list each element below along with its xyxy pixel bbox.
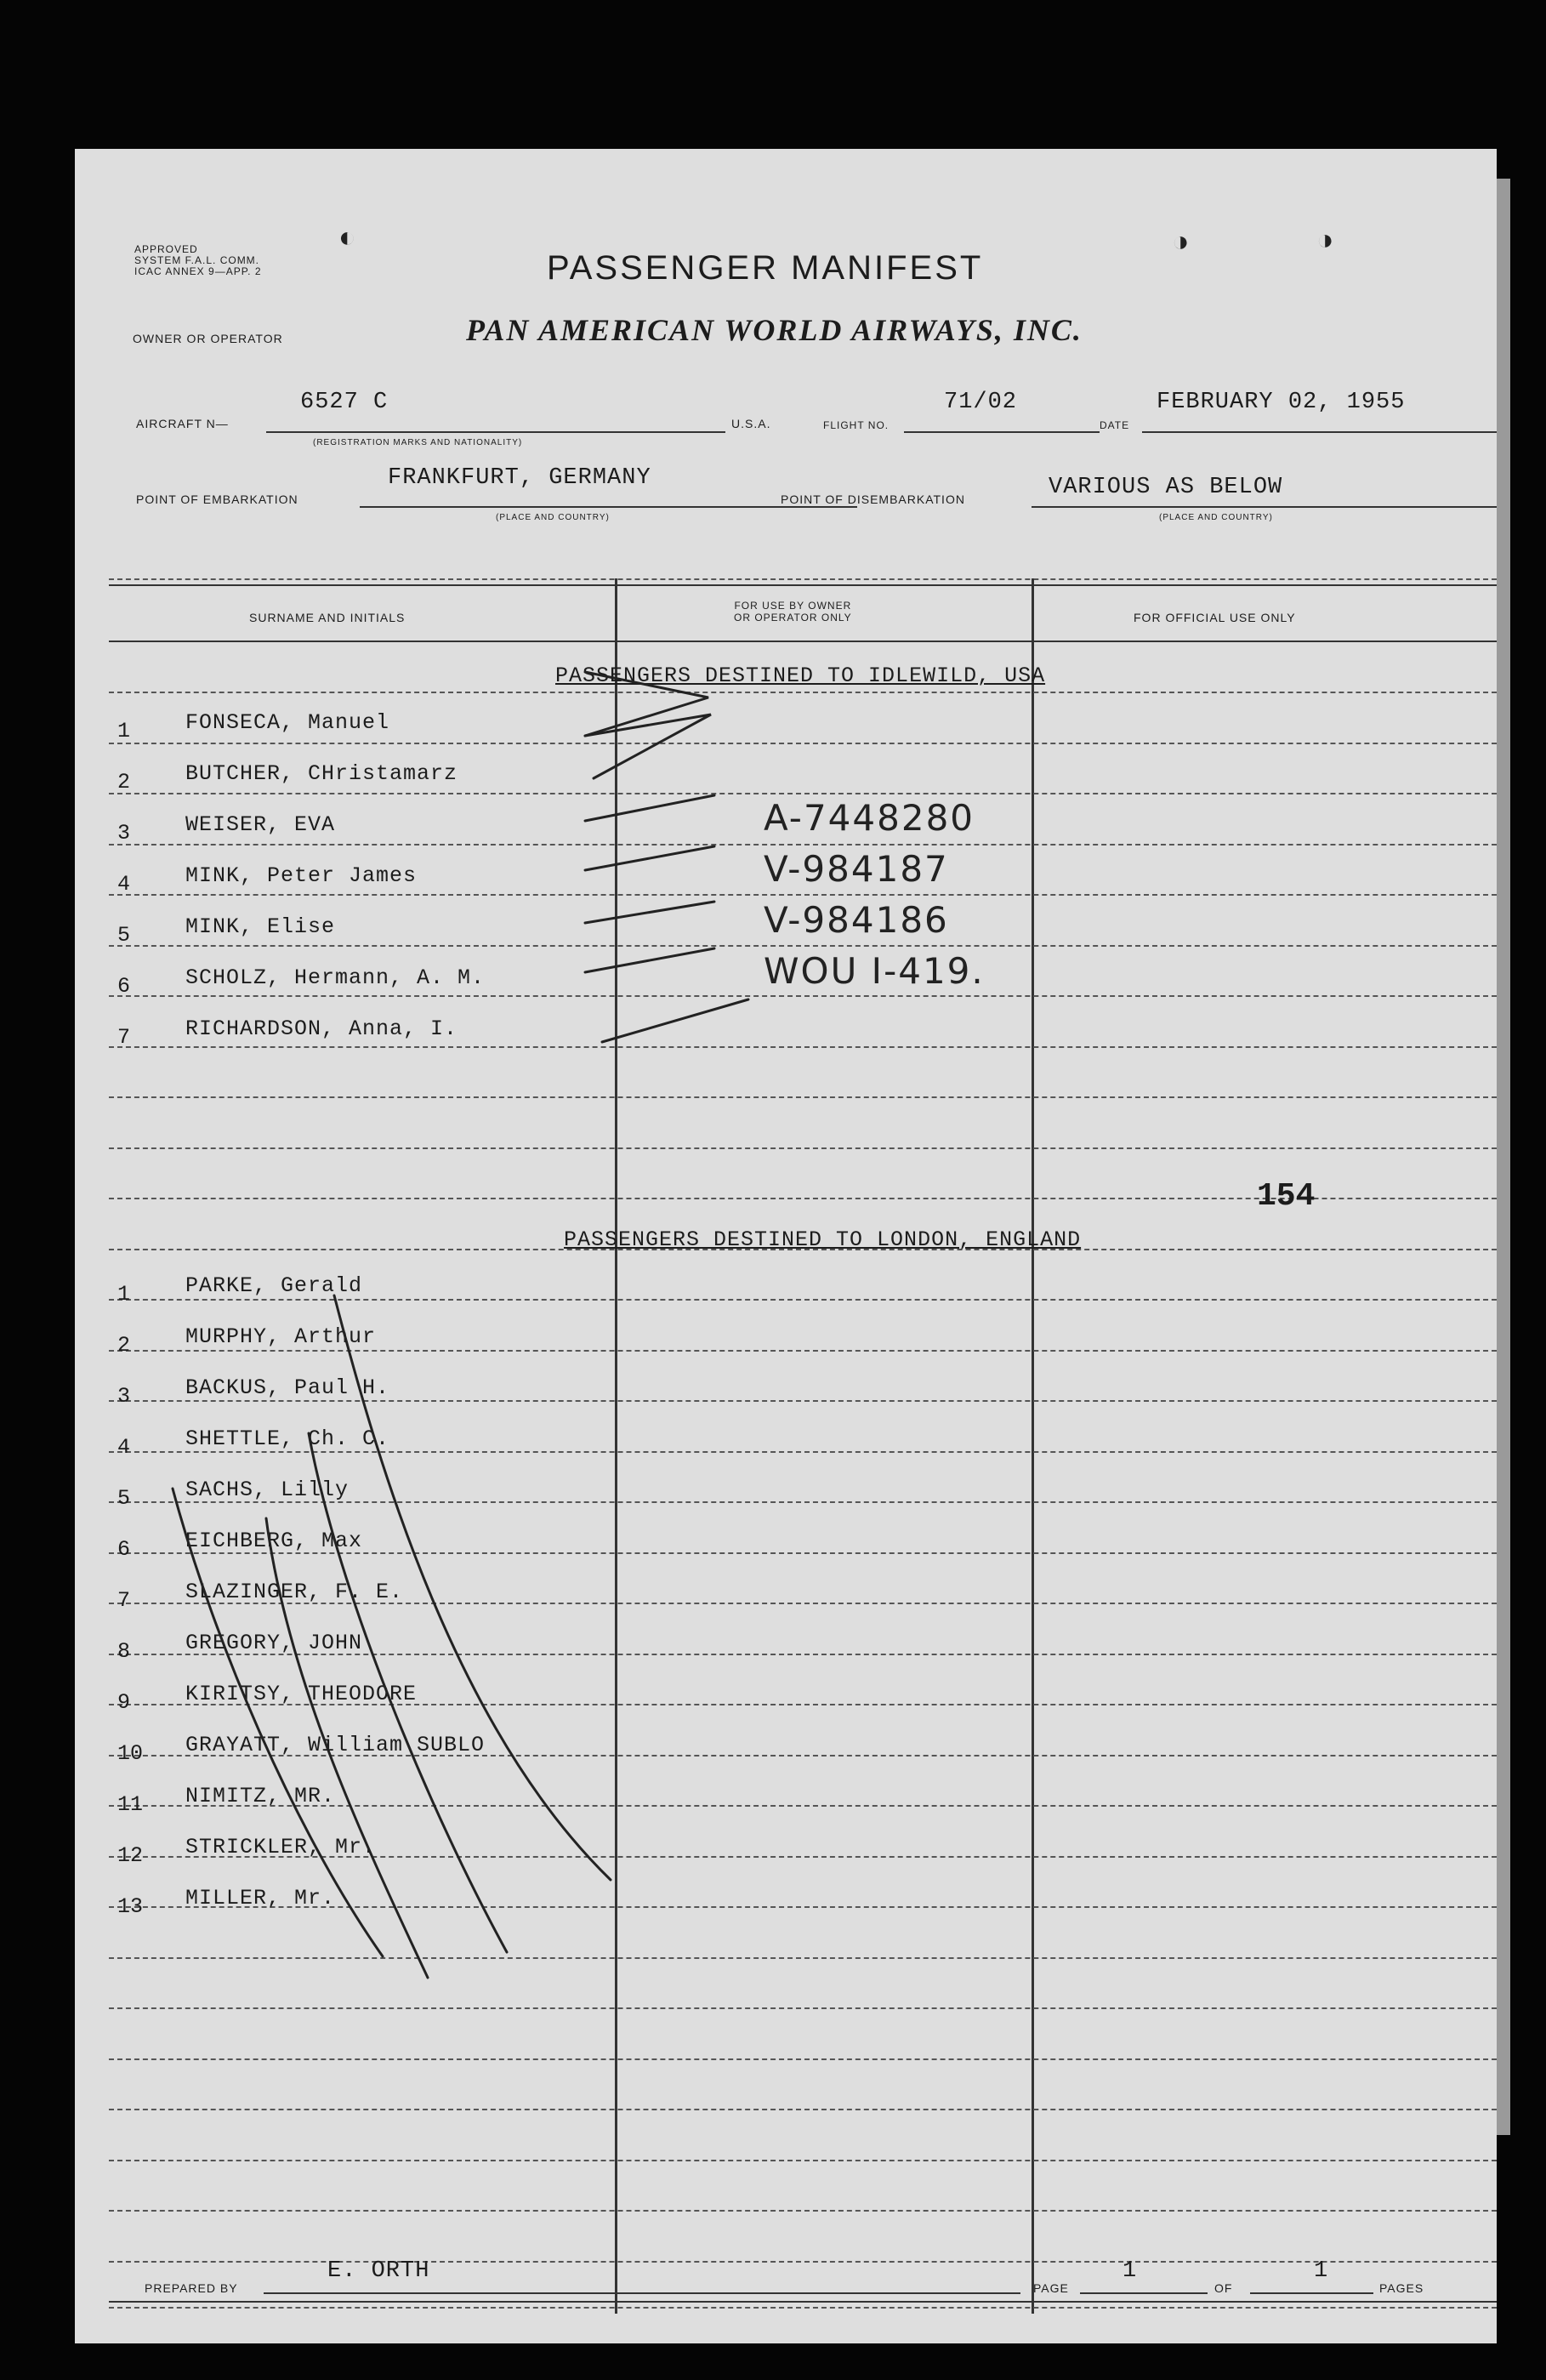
paper-edge (1497, 179, 1510, 2135)
page-label: PAGE (1033, 2281, 1069, 2295)
passenger-name: WEISER, EVA (185, 812, 336, 837)
passenger-name: FONSECA, Manuel (185, 710, 390, 735)
ink-smudge-icon: ◐ (338, 221, 356, 253)
column-header-owner-use-line: FOR USE BY OWNER (734, 600, 852, 612)
row-number: 3 (117, 1384, 131, 1409)
row-number: 11 (117, 1792, 144, 1817)
date-rule (1142, 431, 1497, 433)
disembark-caption: (PLACE AND COUNTRY) (1159, 513, 1273, 522)
row-number: 8 (117, 1639, 131, 1664)
airline-name: PAN AMERICAN WORLD AIRWAYS, INC. (466, 313, 1083, 347)
group-heading-idlewild: PASSENGERS DESTINED TO IDLEWILD, USA (555, 663, 1046, 688)
page-title: PASSENGER MANIFEST (547, 249, 984, 287)
passenger-name: SCHOLZ, Hermann, A. M. (185, 965, 486, 990)
aircraft-value: 6527 C (300, 390, 389, 415)
row-rule (109, 844, 1497, 846)
row-rule (109, 1299, 1497, 1301)
usa-label: U.S.A. (731, 417, 771, 430)
table-bottom-rule (109, 2301, 1497, 2303)
row-number: 5 (117, 923, 131, 948)
passenger-name: SLAZINGER, F. E. (185, 1580, 404, 1604)
ink-smudge-icon: ◑ (1172, 225, 1190, 258)
owner-label: OWNER OR OPERATOR (133, 332, 283, 345)
row-number: 6 (117, 974, 131, 999)
row-rule (109, 2109, 1497, 2110)
embark-value: FRANKFURT, GERMANY (388, 465, 651, 491)
passenger-name: NIMITZ, MR. (185, 1784, 336, 1808)
disembark-value: VARIOUS AS BELOW (1049, 475, 1283, 500)
row-number: 5 (117, 1486, 131, 1511)
prepared-label: PREPARED BY (145, 2281, 238, 2295)
approval-line: SYSTEM F.A.L. COMM. (134, 254, 260, 266)
column-header-official: FOR OFFICIAL USE ONLY (1134, 611, 1296, 624)
passenger-name: EICHBERG, Max (185, 1529, 363, 1553)
row-rule (109, 2058, 1497, 2060)
aircraft-label: AIRCRAFT N— (136, 417, 229, 430)
column-header-owner-use (734, 600, 852, 623)
of-rule (1250, 2292, 1373, 2294)
passport-note: A-7448280 (764, 797, 975, 839)
row-rule (109, 2007, 1497, 2009)
row-rule (109, 2210, 1497, 2212)
row-number: 1 (117, 719, 131, 743)
row-number: 10 (117, 1741, 144, 1766)
page-stamp: 154 (1257, 1178, 1316, 1215)
row-number: 6 (117, 1537, 131, 1562)
row-number: 2 (117, 1333, 131, 1358)
passenger-name: PARKE, Gerald (185, 1273, 363, 1298)
of-label: OF (1214, 2281, 1233, 2295)
row-rule (109, 2261, 1497, 2263)
row-number: 13 (117, 1894, 144, 1919)
disembark-label: POINT OF DISEMBARKATION (781, 493, 965, 506)
passenger-name: RICHARDSON, Anna, I. (185, 1016, 458, 1041)
passenger-name: BUTCHER, CHristamarz (185, 761, 458, 786)
row-rule (109, 1451, 1497, 1453)
passenger-name: SACHS, Lilly (185, 1478, 350, 1502)
embark-rule (360, 506, 857, 508)
page-rule (1080, 2292, 1208, 2294)
passport-note: V-984187 (764, 848, 949, 890)
table-bottom-rule (109, 2307, 1497, 2309)
passenger-name: KIRITSY, THEODORE (185, 1682, 418, 1706)
prepared-rule (264, 2292, 1020, 2294)
ink-smudge-icon: ◑ (1316, 224, 1334, 256)
flight-label: FLIGHT NO. (823, 419, 890, 431)
column-header-owner-use-line: OR OPERATOR ONLY (734, 612, 852, 623)
passenger-name: STRICKLER, Mr. (185, 1835, 377, 1859)
aircraft-rule (266, 431, 725, 433)
row-number: 1 (117, 1282, 131, 1307)
row-rule (109, 1400, 1497, 1402)
passenger-name: MINK, Peter James (185, 863, 418, 888)
passport-note: WOU I-419. (764, 950, 985, 992)
embark-caption: (PLACE AND COUNTRY) (496, 513, 610, 522)
registration-caption: (REGISTRATION MARKS AND NATIONALITY) (313, 438, 523, 447)
flight-value: 71/02 (944, 390, 1018, 415)
column-header-surname: SURNAME AND INITIALS (249, 611, 406, 624)
passenger-name: GREGORY, JOHN (185, 1631, 363, 1655)
passenger-name: MINK, Elise (185, 914, 336, 939)
tick-stroke (585, 715, 711, 778)
group-heading-london: PASSENGERS DESTINED TO LONDON, ENGLAND (564, 1227, 1082, 1252)
manifest-sheet (75, 149, 1497, 2343)
table-top-rule (109, 584, 1497, 586)
tick-stroke (585, 795, 714, 821)
approval-note (134, 244, 262, 277)
row-number: 7 (117, 1588, 131, 1613)
table-top-rule (109, 578, 1497, 580)
passenger-name: BACKUS, Paul H. (185, 1375, 390, 1400)
row-rule (109, 1096, 1497, 1098)
disembark-rule (1032, 506, 1497, 508)
row-rule (109, 743, 1497, 744)
passport-note: V-984186 (764, 899, 949, 941)
tick-stroke (585, 902, 714, 923)
date-value: FEBRUARY 02, 1955 (1157, 390, 1406, 415)
row-rule (109, 1350, 1497, 1352)
row-rule (109, 2160, 1497, 2161)
tick-stroke (602, 999, 748, 1042)
row-number: 4 (117, 872, 131, 897)
pages-label: PAGES (1379, 2281, 1424, 2295)
tick-stroke (585, 948, 714, 972)
column-divider (615, 578, 617, 2314)
row-rule (109, 793, 1497, 794)
tick-stroke (585, 846, 714, 870)
column-divider (1032, 578, 1034, 2314)
row-rule (109, 1957, 1497, 1959)
row-number: 12 (117, 1843, 144, 1868)
passenger-name: MURPHY, Arthur (185, 1324, 377, 1349)
table-header-rule (109, 641, 1497, 642)
flight-rule (904, 431, 1100, 433)
approval-line: ICAC ANNEX 9—APP. 2 (134, 265, 262, 277)
row-rule (109, 1046, 1497, 1048)
passenger-name: MILLER, Mr. (185, 1886, 336, 1910)
row-number: 4 (117, 1435, 131, 1460)
row-number: 9 (117, 1690, 131, 1715)
approval-line: APPROVED (134, 243, 198, 255)
row-number: 7 (117, 1025, 131, 1050)
embark-label: POINT OF EMBARKATION (136, 493, 298, 506)
date-label: DATE (1100, 419, 1130, 431)
page-number: 1 (1123, 2258, 1138, 2284)
row-number: 3 (117, 821, 131, 846)
row-rule (109, 1147, 1497, 1149)
row-rule (109, 692, 1497, 693)
prepared-value: E. ORTH (327, 2258, 430, 2284)
passenger-name: SHETTLE, Ch. C. (185, 1426, 390, 1451)
row-number: 2 (117, 770, 131, 794)
row-rule (109, 945, 1497, 947)
row-rule (109, 894, 1497, 896)
passenger-name: GRAYATT, William SUBLO (185, 1733, 486, 1757)
row-rule (109, 995, 1497, 997)
of-number: 1 (1314, 2258, 1329, 2284)
